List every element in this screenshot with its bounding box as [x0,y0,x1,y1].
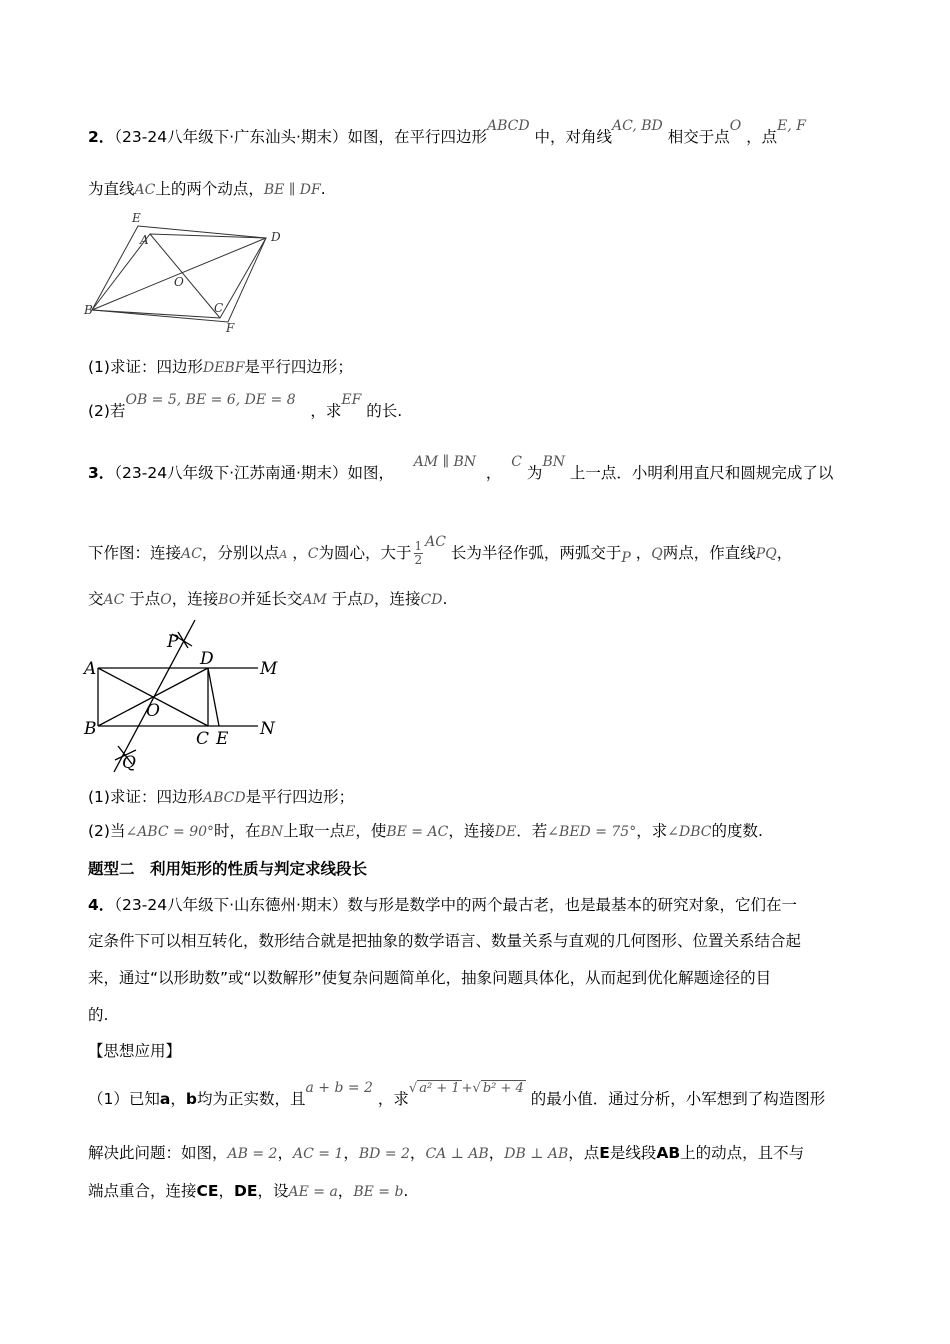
math: BD = 2 [358,1146,410,1162]
text: 中，对角线 [534,128,613,146]
math: C [307,546,319,562]
p4-idea-heading: 【思想应用】 [88,1042,182,1060]
text: 端点重合，连接 [88,1182,197,1200]
numerator: 1 [414,539,423,553]
math: E, F [777,118,806,134]
math: O [729,118,742,134]
text: ，点 [568,1144,600,1162]
text: ，求 [377,1090,409,1108]
math: ∠ABC = 90° [125,824,215,840]
text: (2)若 [88,402,126,420]
text: 为 [526,464,543,482]
radicand: b² + 4 [482,1081,524,1096]
label-M: M [260,659,278,679]
label-E: E [132,211,141,225]
math: AC [103,592,125,608]
text: ， [485,464,502,482]
text: 为直线 [88,180,135,198]
text: (1)求证：四边形 [88,358,203,376]
math: ∠DBC [667,824,712,840]
math: AM ∥ BN [413,454,477,470]
text: （1）已知 [88,1090,160,1108]
p2-question2 [88,392,403,423]
math: E [345,824,356,840]
math: ABCD [202,790,246,806]
fraction-one-half [414,540,424,567]
math: DE [494,824,517,840]
math: EF [341,392,362,408]
segment-AB: AB [656,1144,681,1162]
text: 上的动点，且不与 [680,1144,805,1162]
point-E: E [599,1144,610,1162]
text: ，求 [636,822,668,840]
parallelogram-figure [80,208,300,336]
math: AC, BD [612,118,663,134]
text: (2)当 [88,822,126,840]
label-F: F [226,321,235,335]
text: 为圆心，大于 [318,544,412,562]
math: AC [181,546,202,562]
rectangle-construction-figure [80,618,290,778]
text: 于点 [331,590,363,608]
p2-line1 [88,118,806,149]
var-a: a [159,1090,171,1108]
text: ，连接 [448,822,495,840]
p4-line1 [88,894,797,916]
math: ∠BED = 75° [547,824,637,840]
math: DB ⊥ AB [504,1146,569,1162]
p3-line2 [88,534,793,567]
text: ， [170,1090,186,1108]
text: 并延长交 [240,590,303,608]
p2-line2 [88,178,326,201]
math: AC = 1 [292,1146,344,1162]
p2-number: 2． [88,128,115,146]
denominator: 2 [414,553,423,567]
label-A: A [84,659,97,679]
text: 下作图：连接 [88,544,182,562]
math: C [511,454,522,470]
section-heading: 题型二 利用矩形的性质与判定求线段长 [88,860,368,878]
label-D: D [271,230,281,244]
figure-lines [92,226,266,322]
text: ，分别以点 [201,544,280,562]
text: ， [292,544,308,562]
label-O: O [174,275,184,289]
label-B: B [84,719,97,739]
text: 的最小值．通过分析，小军想到了构造图形 [530,1090,826,1108]
label-D: D [200,649,214,669]
math: OB = 5, BE = 6, DE = 8 [125,392,296,408]
label-N: N [260,719,275,739]
label-C: C [196,729,210,749]
math: PQ [755,546,777,562]
math: AC [425,534,446,550]
text: ，点 [746,128,778,146]
text: 是平行四边形； [245,788,355,806]
label-A: A [140,233,149,247]
math: D [362,592,374,608]
p4-line4: 的. [88,1006,109,1024]
text: 上取一点 [283,822,346,840]
label-P: P [167,632,179,652]
p4-part1-line2 [88,1142,804,1165]
segment-CE: CE [196,1182,219,1200]
text: 上一点．小明利用直尺和圆规完成了以 [569,464,834,482]
math: BN [542,454,565,470]
p4-part1-line3 [88,1180,408,1203]
math: a + b = 2 [305,1080,373,1096]
sqrt-expression-2: √ b² + 4 [472,1081,524,1096]
text: ，设 [257,1182,289,1200]
label-Q: Q [122,753,136,773]
p2-source: （23-24八年级下·广东汕头·期末）如图，在平行四边形 [114,128,487,146]
math: CD [420,592,443,608]
text: ， [488,1144,505,1162]
p3-question2 [88,820,763,843]
text: ．若 [516,822,548,840]
text: 均为正实数，且 [196,1090,306,1108]
text: ，连接 [171,590,219,608]
math: ABCD [486,118,530,134]
p3-source: （23-24八年级下·江苏南通·期末）如图， [114,464,394,482]
math: AC [134,182,156,198]
label-C: C [214,301,224,315]
text: 时，在 [214,822,261,840]
text: 的长. [366,402,403,420]
math: P [621,550,631,566]
math: A [279,548,288,561]
p3-question1 [88,786,354,809]
p3-number: 3． [88,464,115,482]
text: 于点 [129,590,161,608]
text: ， [776,544,793,562]
text: 交 [88,590,104,608]
math: Q [651,546,663,562]
text: 两点，作直线 [662,544,756,562]
var-b: b [185,1090,197,1108]
text: ， [337,1182,354,1200]
text: ， [218,1182,234,1200]
math: BO [218,592,241,608]
math: BE = AC [386,824,449,840]
math: BE = b [353,1184,404,1200]
p2-question1 [88,356,353,379]
text: ，使 [355,822,387,840]
text: 上的两个动点， [155,180,264,198]
p4-line2: 定条件下可以相互转化，数形结合就是把抽象的数学语言、数量关系与直观的几何图形、位置关系结合起 [88,932,802,950]
sqrt-expression-1: √ a² + 1 [408,1081,460,1096]
p4-part1-line1 [88,1080,826,1112]
text: 是线段 [609,1144,657,1162]
text: ， [409,1144,426,1162]
text: ，求 [310,402,342,420]
text: . [442,590,448,608]
math: O [160,592,172,608]
text: . [320,180,326,198]
math: AB = 2 [227,1146,278,1162]
text: 解决此问题：如图， [88,1144,228,1162]
label-O: O [146,701,160,721]
math: BE ∥ DF [263,182,321,198]
p3-line3 [88,588,447,611]
text: . [403,1182,409,1200]
p4-line3: 来，通过“以形助数”或“以数解形”使复杂问题简单化，抽象问题具体化，从而起到优化解题途径的目 [88,969,772,987]
math: BN [260,824,284,840]
text: 相交于点 [667,128,730,146]
text: 长为半径作弧，两弧交于 [450,544,622,562]
segment-DE: DE [234,1182,258,1200]
text: (1)求证：四边形 [88,788,203,806]
text: ，连接 [373,590,421,608]
math: DEBF [202,360,245,376]
plus: + [461,1081,473,1096]
text: ， [635,544,652,562]
radicand: a² + 1 [419,1081,460,1096]
label-E: E [216,729,229,749]
text: ， [277,1144,293,1162]
math: AE = a [288,1184,338,1200]
label-B: B [84,303,93,317]
p4-number: 4． [88,896,115,914]
p3-line1 [88,454,834,485]
math: AM [302,592,327,608]
text: 的度数. [711,822,763,840]
text: （23-24八年级下·山东德州·期末）数与形是数学中的两个最古老，也是最基本的研究对象，它们在一 [114,896,797,914]
math: CA ⊥ AB [425,1146,489,1162]
text: 是平行四边形； [244,358,353,376]
text: ， [343,1144,359,1162]
